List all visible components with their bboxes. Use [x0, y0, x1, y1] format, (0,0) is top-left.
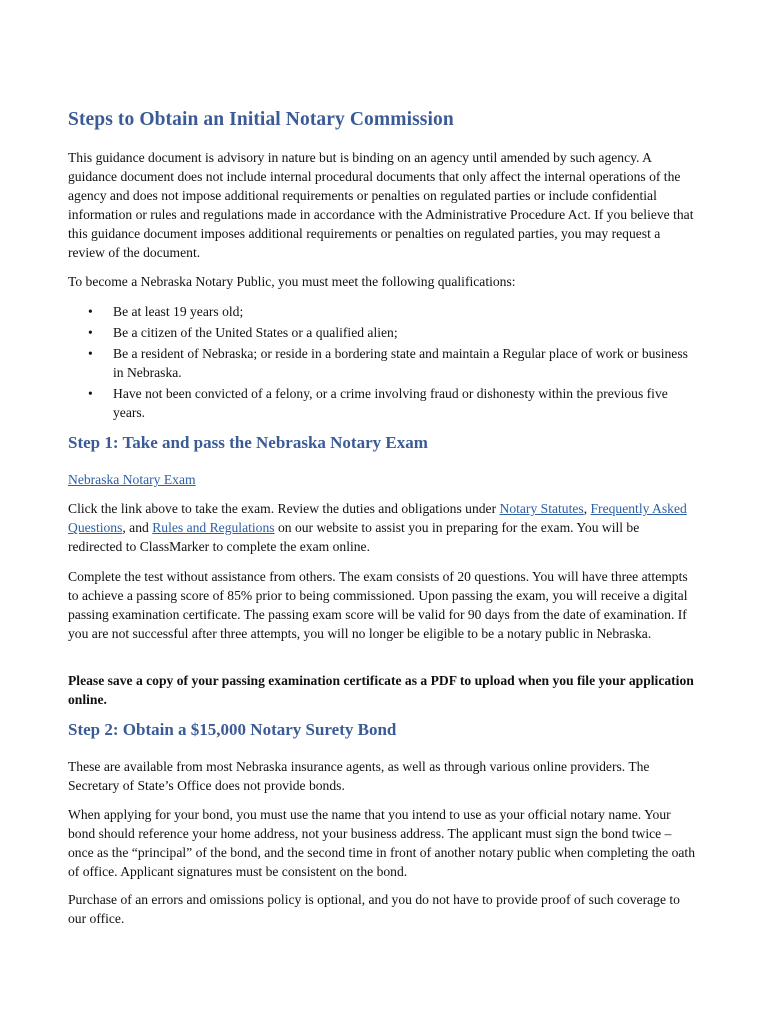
list-item: • Be a resident of Nebraska; or reside in a bordering state and maintain a Regular place of work or business in Nebraska. — [88, 346, 688, 380]
step1-paragraph-1: Click the link above to take the exam. Review the duties and obligations under Notary Statutes, Frequently Asked Questions, and Rules and Regulations on our website to assist you in preparing for the exam. You will be redirected to ClassMarker to complete the exam online. — [68, 501, 687, 554]
step1-paragraph-2: Complete the test without assistance from others. The exam consists of 20 questions. You will have three attempts to achieve a passing score of 85% prior to being commissioned. Upon passing the exam, you will receive a digital passing examination certificate. The passing exam score will be valid for 90 days from the date of examination. If you are not successful after three attempts, you will no longer be eligible to be a notary public in Nebraska. — [68, 569, 688, 641]
step1-heading: Step 1: Take and pass the Nebraska Notary Exam — [68, 433, 428, 452]
step1-save-notice: Please save a copy of your passing examination certificate as a PDF to upload when you file your application online. — [68, 673, 694, 707]
list-item: • Be at least 19 years old; — [88, 304, 244, 319]
step2-paragraph-3: Purchase of an errors and omissions policy is optional, and you do not have to provide proof of such coverage to our office. — [68, 892, 680, 926]
bullet-icon: • — [88, 325, 93, 340]
qualifications-intro: To become a Nebraska Notary Public, you must meet the following qualifications: — [68, 274, 516, 289]
rules-and-regulations-link[interactable]: Rules and Regulations — [152, 520, 275, 535]
nebraska-notary-exam-link[interactable]: Nebraska Notary Exam — [68, 472, 196, 487]
faq-link[interactable]: Frequently Asked Questions — [68, 501, 687, 535]
step2-paragraph-2: When applying for your bond, you must use the name that you intend to use as your official notary name. Your bond should reference your home address, not your business address. The applicant must sign the bond twice – once as the “principal” of the bond, and the second time in front of another notary public when completing the oath of office. Applicant signatures must be consistent on the bond. — [68, 807, 696, 879]
bullet-icon: • — [88, 304, 93, 319]
list-item: • Have not been convicted of a felony, or a crime involving fraud or dishonesty within the previous five years. — [88, 386, 668, 420]
bullet-icon: • — [88, 386, 93, 401]
intro-paragraph: This guidance document is advisory in nature but is binding on an agency until amended by such agency. A guidance document does not include internal procedural documents that only affect the internal operations of the agency and does not impose additional requirements or penalties on regulated parties or include confidential information or rules and regulations made in accordance with the Administrative Procedure Act. If you believe that this guidance document imposes additional requirements or penalties on regulated parties, you may request a review of the document. — [68, 150, 694, 260]
qualifications-list — [68, 302, 700, 422]
step2-paragraph-1: These are available from most Nebraska insurance agents, as well as through various online providers. The Secretary of State’s Office does not provide bonds. — [68, 759, 650, 793]
notary-statutes-link[interactable]: Notary Statutes — [499, 501, 584, 516]
bullet-icon: • — [88, 346, 93, 361]
page-title: Steps to Obtain an Initial Notary Commission — [68, 109, 454, 130]
exam-link-paragraph — [68, 470, 696, 489]
step2-heading: Step 2: Obtain a $15,000 Notary Surety Bond — [68, 720, 397, 739]
list-item: • Be a citizen of the United States or a qualified alien; — [88, 325, 398, 340]
